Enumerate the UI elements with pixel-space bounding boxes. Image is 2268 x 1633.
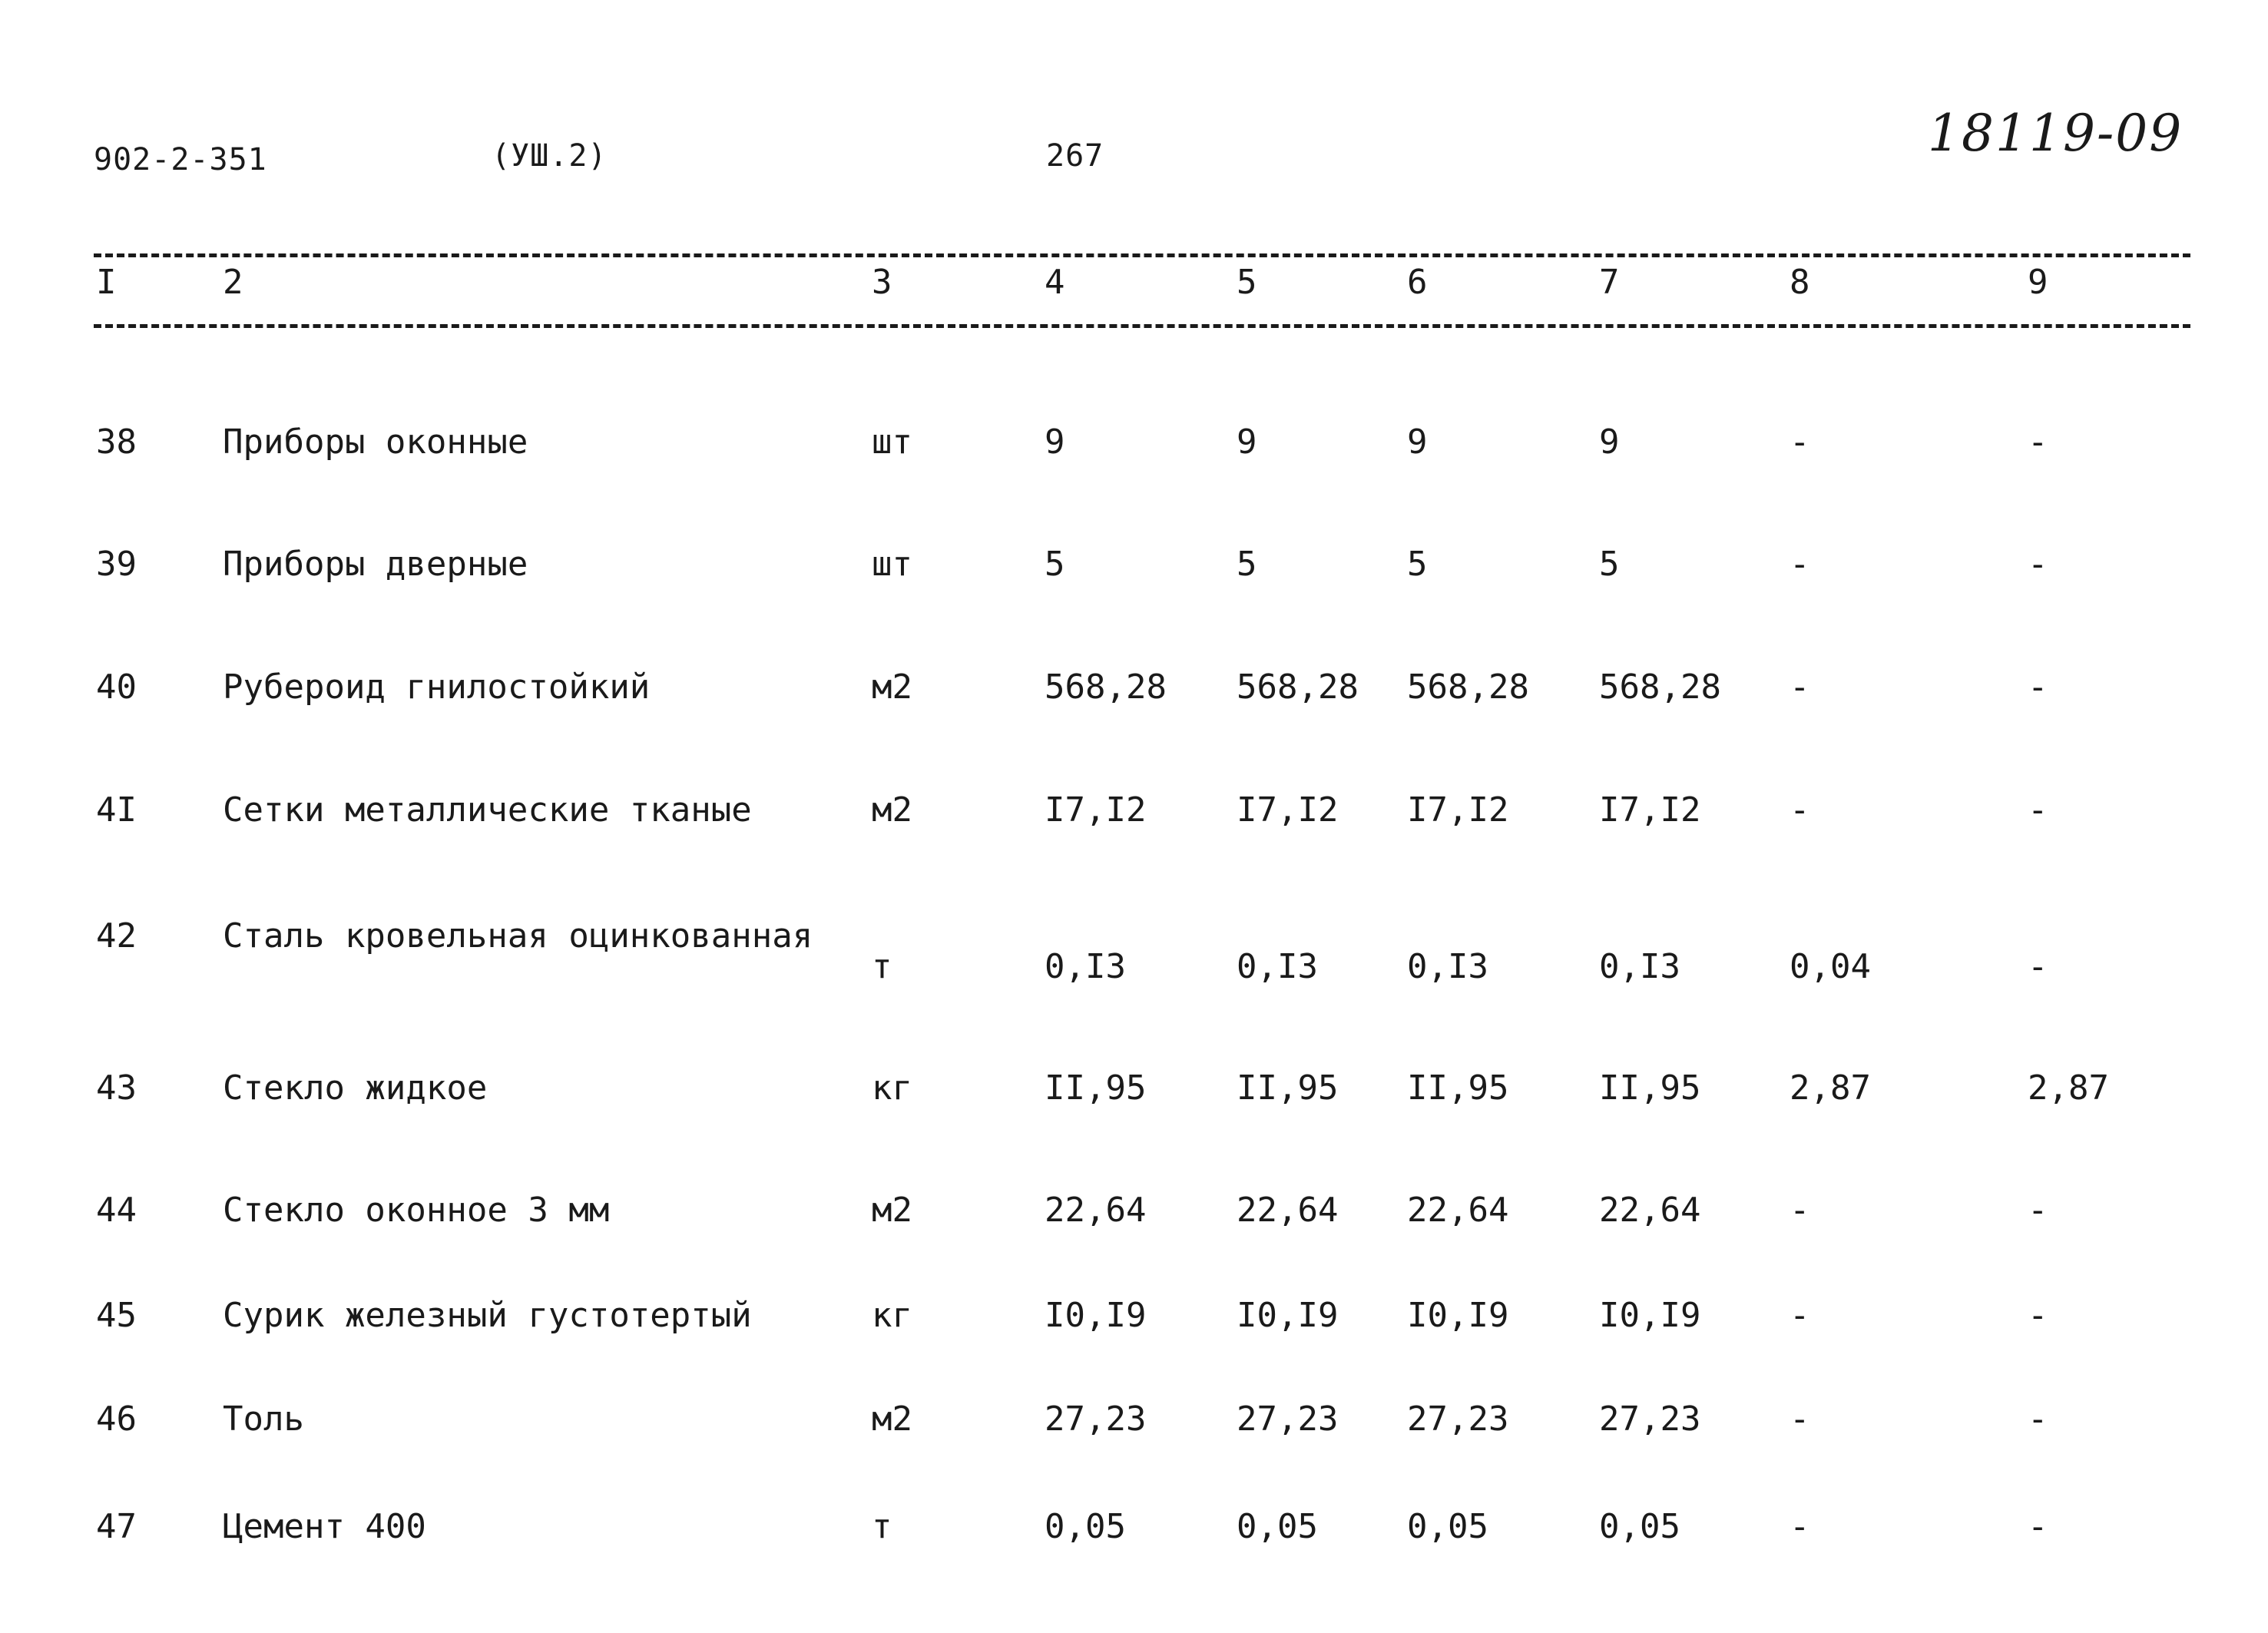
col5-value: 5 [1237,545,1257,584]
col6-value: 568,28 [1407,667,1529,707]
col7-value: I0,I9 [1599,1296,1701,1335]
col8-value: - [1790,1507,1810,1546]
col6-value: I7,I2 [1407,790,1509,830]
unit: кг [872,1068,912,1108]
col8-value: 0,04 [1790,947,1871,986]
header-bottom-rule [94,324,2190,328]
col5-value: 0,I3 [1237,947,1318,986]
col9-value: - [2028,422,2048,462]
col7-value: I7,I2 [1599,790,1701,830]
col7-value: 27,23 [1599,1399,1701,1439]
col7-value: 22,64 [1599,1191,1701,1230]
column-number-2: 2 [223,263,243,302]
col5-value: 0,05 [1237,1507,1318,1546]
col8-value: - [1790,790,1810,830]
material-name: Стекло жидкое [223,1068,488,1108]
col4-value: II,95 [1045,1068,1147,1108]
col7-value: 0,I3 [1599,947,1680,986]
row-number: 44 [96,1191,137,1230]
col9-value: - [2028,1296,2048,1335]
col6-value: 5 [1407,545,1428,584]
unit: т [872,1507,892,1546]
page-number: 267 [1046,138,1104,174]
material-name: Сталь кровельная оцинкованная [223,916,813,956]
col9-value: - [2028,1507,2048,1546]
col9-value: - [2028,947,2048,986]
col4-value: 9 [1045,422,1065,462]
material-name: Рубероид гнилостойкий [223,667,651,707]
sheet-designation: (УШ.2) [492,138,608,174]
col7-value: 0,05 [1599,1507,1680,1546]
unit: шт [872,545,912,584]
row-number: 47 [96,1507,137,1546]
col5-value: 27,23 [1237,1399,1339,1439]
row-number: 40 [96,667,137,707]
row-number: 4I [96,790,137,830]
col9-value: - [2028,667,2048,707]
unit: т [872,947,892,986]
handwritten-number: 18119-09 [1928,104,2184,163]
col4-value: 22,64 [1045,1191,1147,1230]
col6-value: 27,23 [1407,1399,1509,1439]
row-number: 42 [96,916,137,956]
column-number-9: 9 [2028,263,2048,302]
col4-value: 5 [1045,545,1065,584]
row-number: 38 [96,422,137,462]
col6-value: 22,64 [1407,1191,1509,1230]
row-number: 43 [96,1068,137,1108]
document-code: 902-2-351 [94,142,267,177]
col6-value: 9 [1407,422,1428,462]
col4-value: 0,I3 [1045,947,1126,986]
col4-value: I7,I2 [1045,790,1147,830]
row-number: 45 [96,1296,137,1335]
col6-value: 0,I3 [1407,947,1488,986]
col4-value: 0,05 [1045,1507,1126,1546]
col5-value: I7,I2 [1237,790,1339,830]
col5-value: II,95 [1237,1068,1339,1108]
col4-value: I0,I9 [1045,1296,1147,1335]
col9-value: - [2028,1191,2048,1230]
col8-value: 2,87 [1790,1068,1871,1108]
column-number-8: 8 [1790,263,1810,302]
col4-value: 27,23 [1045,1399,1147,1439]
col6-value: 0,05 [1407,1507,1488,1546]
row-number: 39 [96,545,137,584]
unit: м2 [872,667,912,707]
col7-value: 568,28 [1599,667,1721,707]
col7-value: 5 [1599,545,1620,584]
col9-value: 2,87 [2028,1068,2109,1108]
unit: м2 [872,1191,912,1230]
col5-value: 22,64 [1237,1191,1339,1230]
material-name: Сетки металлические тканые [223,790,752,830]
material-name: Цемент 400 [223,1507,426,1546]
row-number: 46 [96,1399,137,1439]
unit: шт [872,422,912,462]
col6-value: II,95 [1407,1068,1509,1108]
col6-value: I0,I9 [1407,1296,1509,1335]
column-number-4: 4 [1045,263,1065,302]
col8-value: - [1790,1399,1810,1439]
col7-value: II,95 [1599,1068,1701,1108]
column-number-3: 3 [872,263,892,302]
unit: м2 [872,1399,912,1439]
col8-value: - [1790,667,1810,707]
material-name: Толь [223,1399,304,1439]
column-number-5: 5 [1237,263,1257,302]
material-name: Приборы оконные [223,422,528,462]
material-name: Стекло оконное 3 мм [223,1191,610,1230]
col8-value: - [1790,1191,1810,1230]
col5-value: 9 [1237,422,1257,462]
column-number-7: 7 [1599,263,1620,302]
col8-value: - [1790,1296,1810,1335]
col5-value: I0,I9 [1237,1296,1339,1335]
col4-value: 568,28 [1045,667,1167,707]
col9-value: - [2028,545,2048,584]
col5-value: 568,28 [1237,667,1359,707]
col8-value: - [1790,422,1810,462]
col9-value: - [2028,1399,2048,1439]
col8-value: - [1790,545,1810,584]
header-top-rule [94,253,2190,257]
unit: кг [872,1296,912,1335]
material-name: Сурик железный густотертый [223,1296,752,1335]
column-number-6: 6 [1407,263,1428,302]
column-number-1: I [96,263,117,302]
unit: м2 [872,790,912,830]
material-name: Приборы дверные [223,545,528,584]
col7-value: 9 [1599,422,1620,462]
col9-value: - [2028,790,2048,830]
